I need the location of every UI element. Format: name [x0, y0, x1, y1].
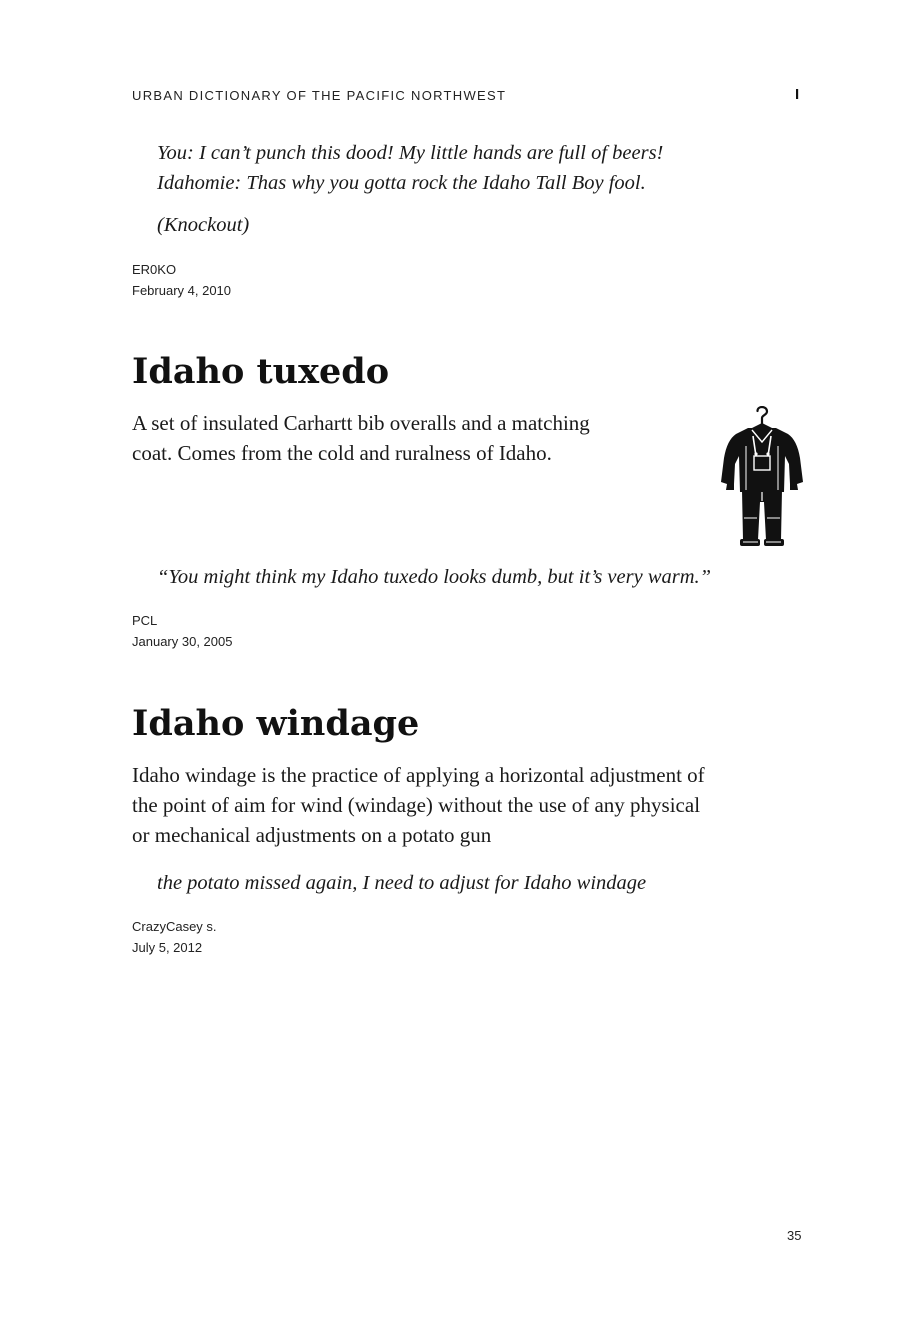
definition-line: A set of insulated Carhartt bib overalls and a matching — [132, 411, 590, 435]
example-quote: “You might think my Idaho tuxedo looks dumb, but it’s very warm.” — [157, 566, 712, 588]
page-number: 35 — [787, 1228, 802, 1243]
headword-idaho-windage: Idaho windage — [132, 703, 420, 744]
definition — [132, 408, 590, 468]
entry-attribution — [132, 259, 231, 301]
example-line: (Knockout) — [157, 214, 250, 236]
author-name: CrazyCasey s. — [132, 919, 217, 934]
entry-date: February 4, 2010 — [132, 283, 232, 298]
example-line: You: I can’t punch this dood! My little hands are full of beers! — [157, 142, 664, 164]
definition-line: the point of aim for wind (windage) without the use of any physical — [132, 793, 701, 817]
section-letter: I — [795, 86, 800, 103]
definition-line: coat. Comes from the cold and ruralness of Idaho. — [132, 441, 552, 465]
example-line: Idahomie: Thas why you gotta rock the Idaho Tall Boy fool. — [157, 172, 646, 194]
entry-date: July 5, 2012 — [132, 940, 203, 955]
author-name: PCL — [132, 613, 158, 628]
author-name: ER0KO — [132, 262, 177, 277]
overalls-icon — [718, 406, 806, 548]
definition-line: Idaho windage is the practice of applying a horizontal adjustment of — [132, 763, 705, 787]
headword-idaho-tuxedo: Idaho tuxedo — [132, 351, 390, 392]
entry-date: January 30, 2005 — [132, 634, 233, 649]
running-head: URBAN DICTIONARY OF THE PACIFIC NORTHWEST — [132, 88, 507, 103]
definition — [132, 760, 705, 850]
entry-attribution — [132, 610, 232, 652]
example-quote: the potato missed again, I need to adjust for Idaho windage — [157, 872, 647, 894]
definition-line: or mechanical adjustments on a potato gun — [132, 823, 492, 847]
entry-attribution — [132, 916, 217, 958]
